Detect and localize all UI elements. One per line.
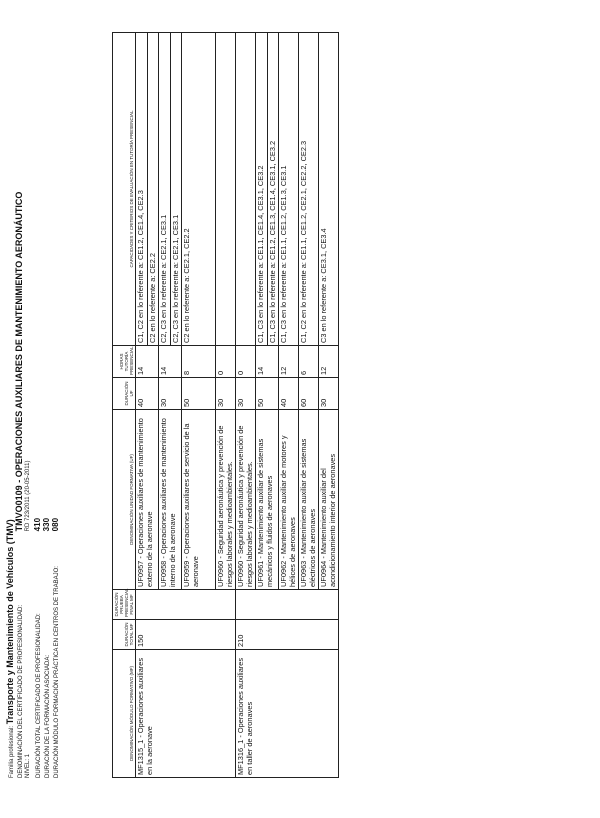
uf-horas: 14	[136, 346, 159, 378]
uf-horas: 14	[159, 346, 182, 378]
uf-horas: 12	[279, 346, 299, 378]
uf-name: UF0961 - Mantenimiento auxiliar de sistemas mecánicos y fluidos de aeronaves	[256, 410, 279, 590]
uf-duration: 50	[256, 378, 279, 410]
familia-label: Familia profesional:	[9, 725, 15, 778]
table-row	[136, 33, 148, 778]
duracion-practicas-label: DURACIÓN MÓDULO FORMACIÓN PRÁCTICA EN CENTROS DE TRABAJO:	[54, 566, 60, 778]
uf-capacidades: C2 en lo referente a: CE2.1, CE2.2	[182, 33, 216, 346]
nivel-row	[24, 38, 33, 778]
uf-capacidades: C2, C3 en lo referente a: CE2.1, CE3.1	[159, 33, 171, 346]
mf-duration: 150	[136, 620, 236, 650]
uf-duration: 30	[319, 378, 339, 410]
uf-name: UF0959 - Operaciones auxiliares de servicio de la aeronave	[182, 410, 216, 590]
uf-name: UF0960 - Seguridad aeronáutica y prevención de riesgos laborales y medioambientales.	[216, 410, 236, 590]
duracion-practicas-row	[51, 38, 60, 778]
header-capacidades: CAPACIDADES Y CRITERIOS DE EVALUACIÓN EN TUTORÍA PRESENCIAL	[113, 33, 136, 346]
mf-prueba	[236, 590, 339, 620]
duracion-total-value: 410	[33, 517, 42, 532]
uf-duration: 30	[236, 378, 256, 410]
familia-value: Transporte y Mantenimiento de Vehículos (TMV)	[5, 519, 15, 725]
nivel-label: NIVEL: 1	[25, 753, 31, 778]
table-row	[236, 33, 256, 778]
uf-capacidades: C1, C3 en lo referente a: CE1.2, CE1.3, CE1.4, CE3.1, CE3.2	[267, 33, 279, 346]
mf-duration: 210	[236, 620, 339, 650]
uf-horas: 14	[256, 346, 279, 378]
uf-duration: 50	[182, 378, 216, 410]
duracion-practicas-value: 080	[51, 517, 60, 532]
uf-capacidades	[216, 33, 236, 346]
uf-duration: 60	[299, 378, 319, 410]
mf-name: MF1315_1 - Operaciones auxiliares en la aeronave	[136, 650, 236, 778]
denominacion-label: DENOMINACIÓN DEL CERTIFICADO DE PROFESIONALIDAD:	[18, 604, 24, 778]
duracion-formacion-label: DURACIÓN DE LA FORMACIÓN ASOCIADA:	[45, 654, 51, 778]
uf-capacidades	[236, 33, 256, 346]
uf-capacidades: C1, C3 en lo referente a: CE1.1, CE1.4, CE3.1, CE3.2	[256, 33, 268, 346]
uf-capacidades: C1, C3 en lo referente a: CE1.1, CE1.2, CE1.3, CE3.1	[279, 33, 299, 346]
duracion-total-row	[33, 38, 42, 778]
uf-horas: 12	[319, 346, 339, 378]
header-horas-tutoria: HORAS TUTORÍA PRESENCIAL	[113, 346, 136, 378]
uf-capacidades: C1, C2 en lo referente a: CE1.2, CE1.4, CE2.3	[136, 33, 148, 346]
header-dur-prueba: DURACIÓN PRUEBA PRESENCIAL FINAL MF	[113, 590, 136, 620]
uf-horas: 0	[236, 346, 256, 378]
header-dur-uf: DURACIÓN UF	[113, 378, 136, 410]
uf-horas: 6	[299, 346, 319, 378]
denominacion-row	[15, 38, 24, 778]
uf-capacidades: C2 en lo referente a: CE2.2	[147, 33, 159, 346]
uf-name: UF0960 - Seguridad aeronáutica y prevención de riesgos laborales y medioambientales.	[236, 410, 256, 590]
mf-prueba	[136, 590, 236, 620]
header-mf: DENOMINACIÓN MÓDULO FORMATIVO (MF)	[113, 650, 136, 778]
denominacion-value: TMVO0109 - OPERACIONES AUXILIARES DE MANTENIMIENTO AERONÁUTICO	[14, 191, 24, 532]
uf-capacidades: C1, C2 en lo referente a: CE1.1, CE1.2, CE2.1, CE2.2, CE2.3	[299, 33, 319, 346]
duracion-formacion-value: 330	[42, 517, 51, 532]
table-header-row	[113, 33, 136, 778]
uf-duration: 40	[279, 378, 299, 410]
uf-horas: 0	[216, 346, 236, 378]
duracion-total-label: DURACIÓN TOTAL CERTIFICADO DE PROFESIONALIDAD:	[36, 613, 42, 778]
mf-name: MF1316_1 - Operaciones auxiliares en taller de aeronaves	[236, 650, 339, 778]
uf-duration: 30	[216, 378, 236, 410]
uf-horas: 8	[182, 346, 216, 378]
document-header	[6, 38, 60, 778]
header-uf: DENOMINACIÓN UNIDAD FORMATIVA (UF)	[113, 410, 136, 590]
uf-duration: 40	[136, 378, 159, 410]
uf-name: UF0957 - Operaciones auxiliares de mantenimiento externo de la aeronave	[136, 410, 159, 590]
uf-name: UF0958 - Operaciones auxiliares de mantenimiento interno de la aeronave	[159, 410, 182, 590]
uf-name: UF0964 - Mantenimiento auxiliar del acondicionamiento interior de aeronaves	[319, 410, 339, 590]
uf-name: UF0962 - Mantenimiento auxiliar de motores y hélices de aeronaves	[279, 410, 299, 590]
uf-duration: 30	[159, 378, 182, 410]
modules-table	[112, 32, 339, 778]
uf-capacidades: C3 en lo referente a: CE3.1, CE3.4	[319, 33, 339, 346]
duracion-formacion-row	[42, 38, 51, 778]
uf-name: UF0963 - Mantenimiento auxiliar de sistemas eléctricos de aeronaves	[299, 410, 319, 590]
uf-capacidades: C2, C3 en lo referente a: CE2.1, CE3.1	[170, 33, 182, 346]
header-dur-mf: DURACIÓN TOTAL MF	[113, 620, 136, 650]
nivel-value: RD 723/2011 (20-05-2011)	[25, 460, 31, 532]
